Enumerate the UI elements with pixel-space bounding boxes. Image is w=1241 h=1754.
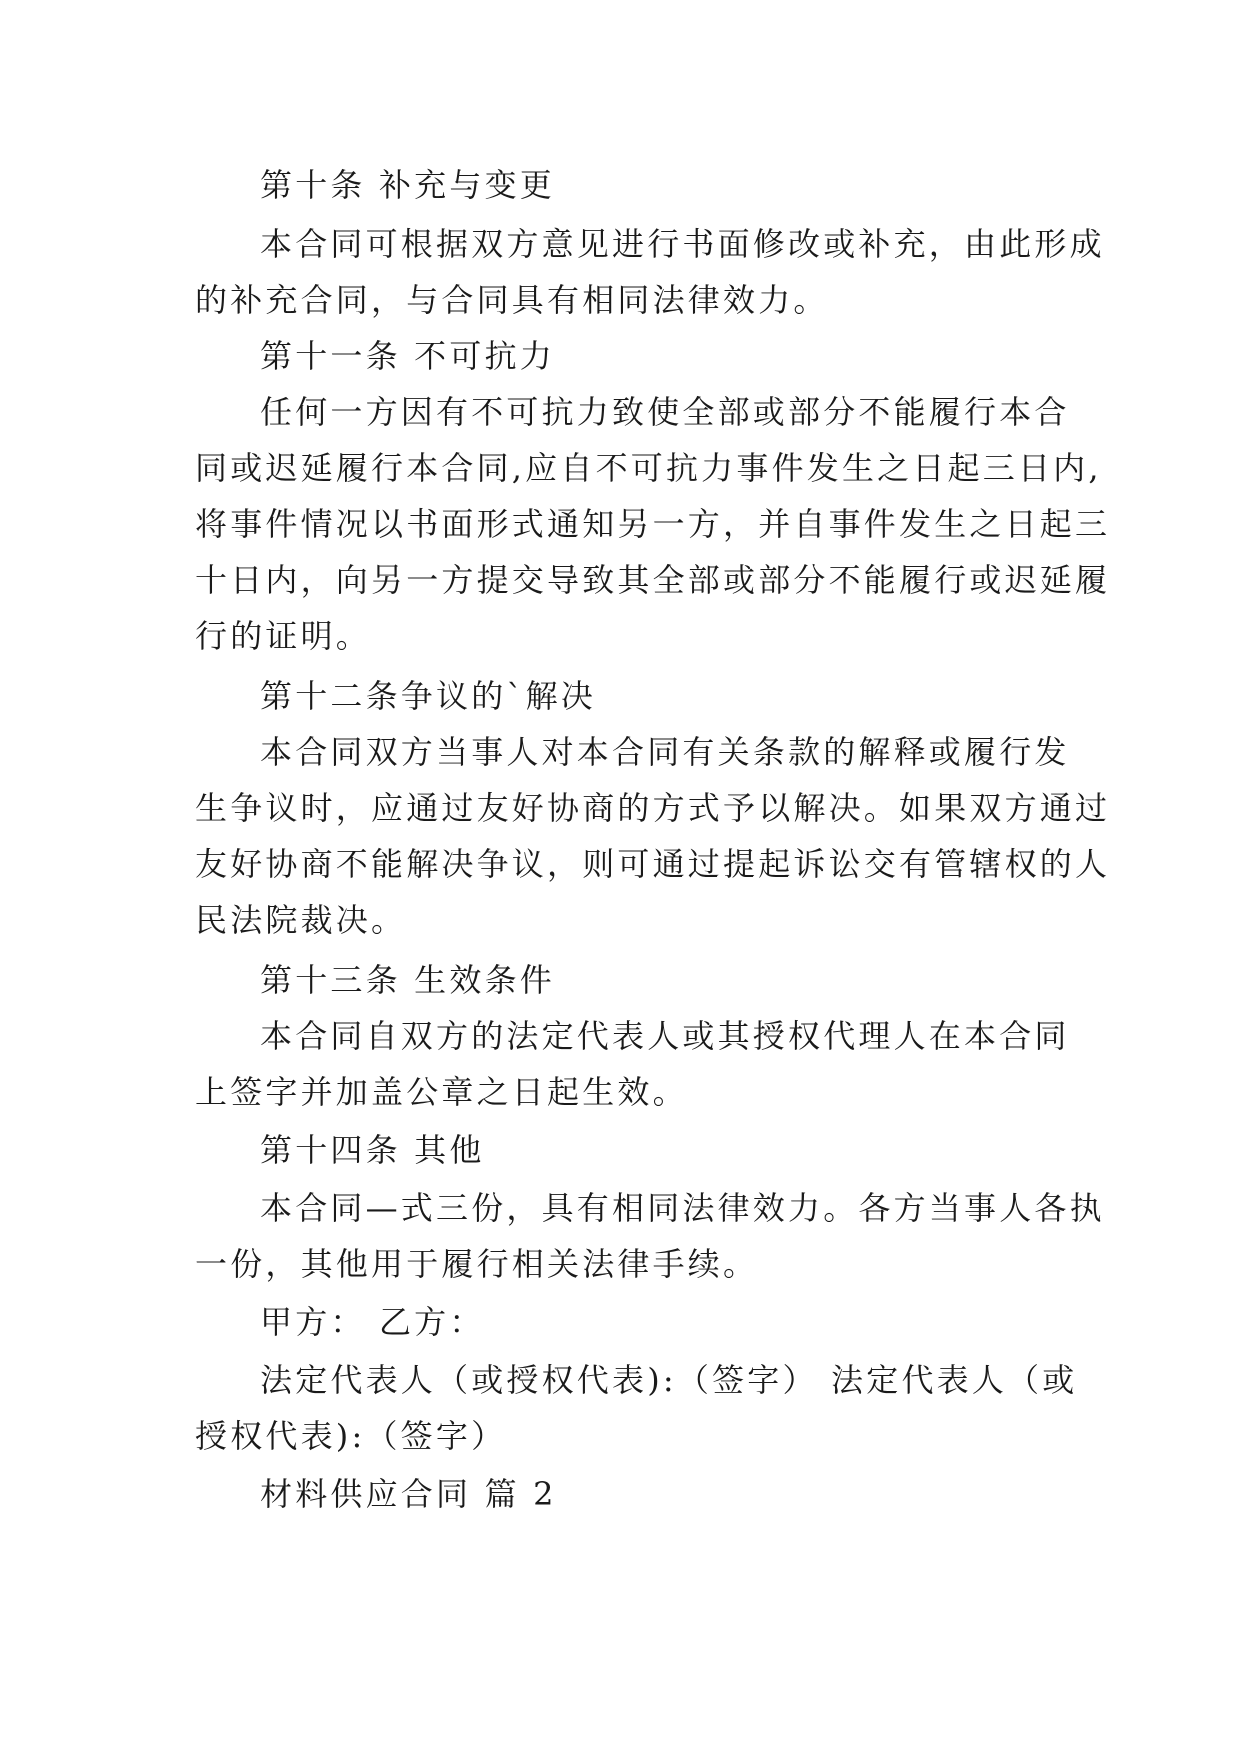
paragraph-line: 一份，其他用于履行相关法律手续。 bbox=[195, 1245, 759, 1283]
paragraph-line: 生争议时，应通过友好协商的方式予以解决。如果双方通过 bbox=[195, 789, 1111, 827]
article-14-heading: 第十四条 其他 bbox=[260, 1131, 485, 1169]
paragraph-line: 上签字并加盖公章之日起生效。 bbox=[195, 1073, 688, 1111]
signature-line: 授权代表):（签字） bbox=[195, 1417, 507, 1455]
paragraph-line: 将事件情况以书面形式通知另一方，并自事件发生之日起三 bbox=[195, 505, 1111, 543]
party-labels: 甲方： 乙方： bbox=[260, 1303, 485, 1341]
paragraph-line: 本合同自双方的法定代表人或其授权代理人在本合同 bbox=[260, 1017, 1070, 1055]
paragraph-line: 本合同可根据双方意见进行书面修改或补充，由此形成 bbox=[260, 225, 1105, 263]
article-11-heading: 第十一条 不可抗力 bbox=[260, 337, 555, 375]
article-12-heading: 第十二条争议的`解决 bbox=[260, 677, 597, 715]
section-title: 材料供应合同 篇 2 bbox=[260, 1475, 557, 1513]
paragraph-line: 同或迟延履行本合同,应自不可抗力事件发生之日起三日内, bbox=[195, 449, 1102, 487]
article-10-heading: 第十条 补充与变更 bbox=[260, 166, 555, 204]
paragraph-line: 的补充合同，与合同具有相同法律效力。 bbox=[195, 281, 829, 319]
paragraph-line: 民法院裁决。 bbox=[195, 901, 407, 939]
article-13-heading: 第十三条 生效条件 bbox=[260, 961, 555, 999]
paragraph-line: 友好协商不能解决争议，则可通过提起诉讼交有管辖权的人 bbox=[195, 845, 1111, 883]
signature-line: 法定代表人（或授权代表):（签字） 法定代表人（或 bbox=[260, 1361, 1078, 1399]
paragraph-line: 行的证明。 bbox=[195, 617, 372, 655]
paragraph-line: 十日内，向另一方提交导致其全部或部分不能履行或迟延履 bbox=[195, 561, 1111, 599]
paragraph-line: 本合同—式三份，具有相同法律效力。各方当事人各执 bbox=[260, 1189, 1105, 1227]
paragraph-line: 任何一方因有不可抗力致使全部或部分不能履行本合 bbox=[260, 393, 1070, 431]
paragraph-line: 本合同双方当事人对本合同有关条款的解释或履行发 bbox=[260, 733, 1070, 771]
